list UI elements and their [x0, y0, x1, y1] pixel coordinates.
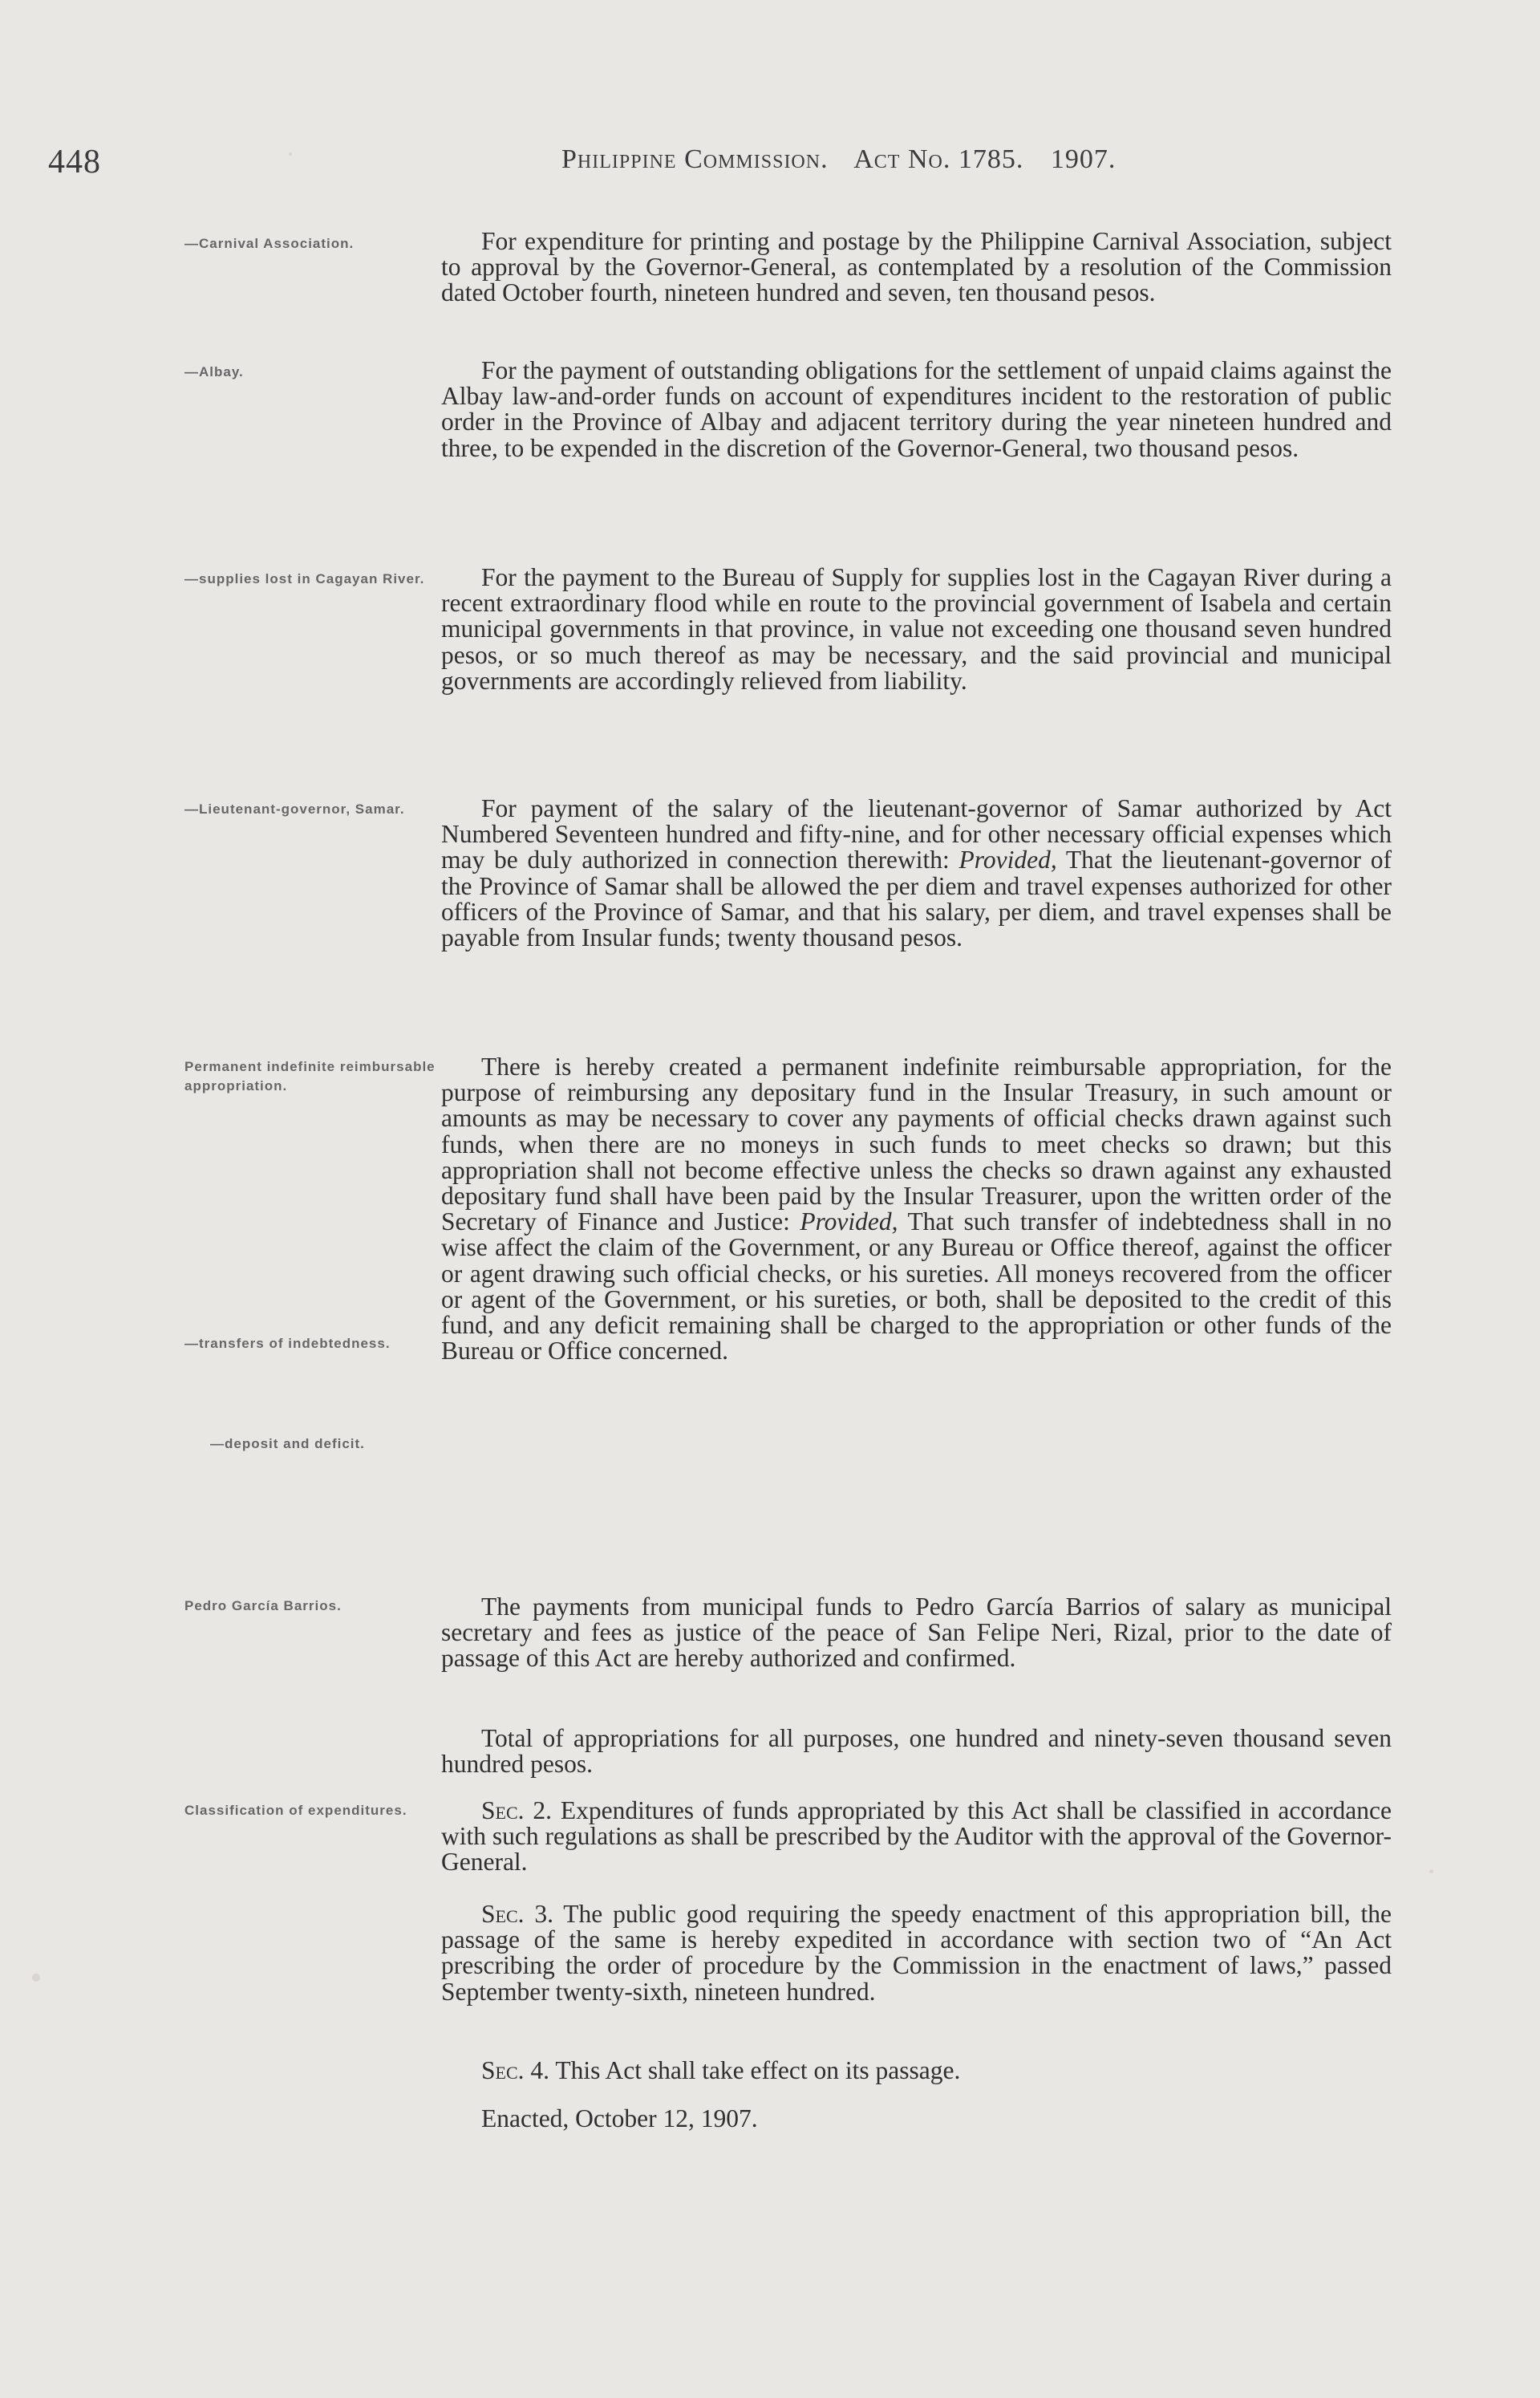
margin-note-carnival: —Carnival Association. [184, 236, 355, 251]
header-commission: Philippine Commission. [561, 144, 829, 174]
header-title [561, 144, 1135, 175]
margin-note-transfers: —transfers of indebtedness. [184, 1336, 391, 1351]
paragraph-total: Total of appropriations for all purposes, one hundred and ninety-seven thousand seven hundred pesos. [441, 1724, 1392, 1779]
lieutenant-text-a: For payment of the salary of the lieutenant-governor of Samar authorized by Act Numbered Seventeen hundred and fifty-nine, and for other necessary official expenses which may be duly authorized in connection therewith: [441, 794, 1392, 874]
running-head [48, 143, 1412, 183]
paper-speck [289, 152, 292, 156]
permanent-provided: Provided, [800, 1207, 898, 1236]
margin-note-permanent: Permanent indefinite reimbursable appropriation. [184, 1059, 436, 1094]
permanent-text-a: There is hereby created a permanent indefinite reimbursable appropriation, for the purpose of reimbursing any depositary fund in the Insular Treasury, in such amount or amounts as may be necessary to cover any payments of official checks drawn against such funds, when there are no moneys in such funds to meet checks so drawn; but this appropriation shall not become effective unless the checks so drawn against any exhausted depositary fund shall have been paid by the Insular Treasurer, upon the written order of the Secretary of Finance and Justice: [441, 1053, 1392, 1236]
enacted-line: Enacted, October 12, 1907. [481, 2104, 758, 2132]
sec4-text: This Act shall take effect on its passage. [555, 2056, 961, 2084]
paper-speck [1429, 1869, 1433, 1873]
sec2-text: Expenditures of funds appropriated by this Act shall be classified in accordance with such regulations as shall be prescribed by the Auditor with the approval of the Governor-General. [441, 1796, 1392, 1877]
page-number: 448 [48, 144, 101, 181]
header-year: 1907. [1050, 144, 1116, 174]
paragraph-carnival: For expenditure for printing and postage by the Philippine Carnival Association, subject to approval by the Governor-General, as contemplated by a resolution of the Commission dated October fourth, nineteen hundred and seven, ten thousand pesos. [441, 227, 1392, 307]
paragraph-permanent [441, 1054, 1392, 1364]
paragraph-albay: For the payment of outstanding obligations for the settlement of unpaid claims against the Albay law-and-order funds on account of expenditures incident to the restoration of public order in the Province of Albay and adjacent territory during the year nineteen hundred and three, to be expended in the discretion of the Governor-General, two thousand pesos. [441, 356, 1392, 462]
sec3-text: The public good requiring the speedy enactment of this appropriation bill, the passage of the same is hereby expedited in accordance with section two of “An Act prescribing the order of procedure by the Commission in the enactment of laws,” passed September twenty-sixth, nineteen hundred. [441, 1900, 1392, 2006]
paragraph-lieutenant [441, 796, 1392, 951]
sec4-label: Sec. 4. [481, 2056, 550, 2084]
margin-note-lieutenant: —Lieutenant-governor, Samar. [184, 801, 405, 817]
margin-note-albay: —Albay. [184, 364, 244, 379]
paragraph-supplies: For the payment to the Bureau of Supply for supplies lost in the Cagayan River during a recent extraordinary flood while en route to the provincial government of Isabela and certain municipal governments in that province, in value not exceeding one thousand seven hundred pesos, or so much thereof as may be necessary, and the said provincial and municipal governments are accordingly relieved from liability. [441, 563, 1392, 695]
margin-note-classification: Classification of expenditures. [184, 1803, 407, 1818]
sec2-label: Sec. 2. [481, 1796, 552, 1824]
lieutenant-provided: Provided, [958, 846, 1057, 874]
lieutenant-text-b: That the lieutenant-governor of the Province of Samar shall be allowed the per diem and travel expenses authorized for other officers of the Province of Samar, and that his salary, per diem, and travel expenses shall be payable from Insular funds; twenty thousand pesos. [441, 846, 1392, 952]
paragraph-pedro: The payments from municipal funds to Pedro García Barrios of salary as municipal secretary and fees as justice of the peace of San Felipe Neri, Rizal, prior to the date of passage of this Act are hereby authorized and confirmed. [441, 1593, 1392, 1673]
margin-note-pedro: Pedro García Barrios. [184, 1598, 342, 1613]
paragraph-sec4 [441, 2058, 1392, 2084]
header-act: Act No. 1785. [853, 144, 1024, 174]
paragraph-sec3 [441, 1901, 1392, 2005]
paper-speck [32, 1974, 40, 1982]
margin-note-deposit: —deposit and deficit. [210, 1436, 365, 1451]
permanent-text-b: That such transfer of indebtedness shall in no wise affect the claim of the Government, or any Bureau or Office thereof, against the officer or agent drawing such official checks, or his sureties. All moneys recovered from the officer or agent of the Government, or his sureties, or both, shall be deposited to the credit of this fund, and any deficit remaining shall be charged to the appropriation or other funds of the Bureau or Office concerned. [441, 1207, 1392, 1365]
margin-note-supplies: —supplies lost in Cagayan River. [184, 571, 425, 586]
paragraph-sec2 [441, 1798, 1392, 1876]
sec3-label: Sec. 3. [481, 1900, 553, 1928]
